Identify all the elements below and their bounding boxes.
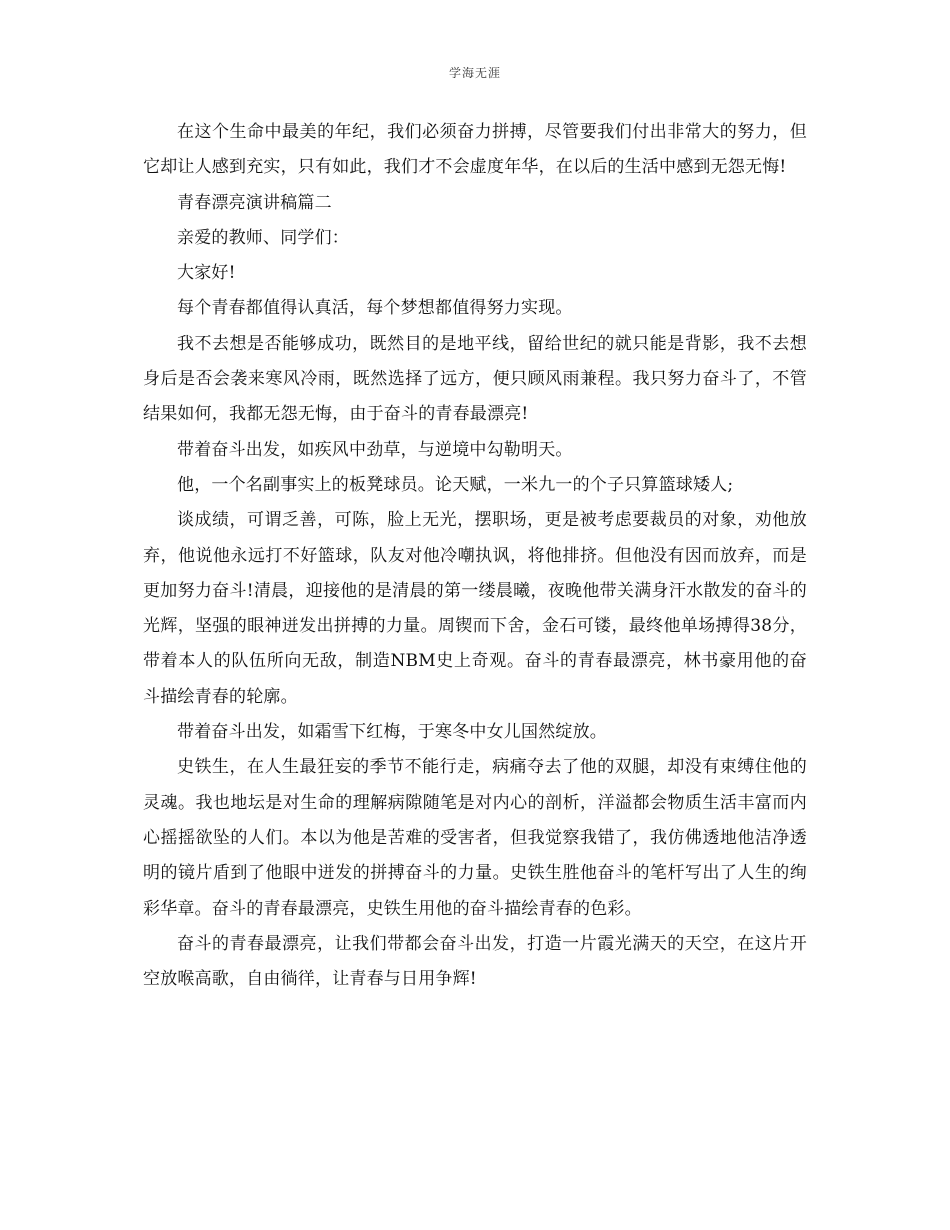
paragraph-closing: 奋斗的青春最漂亮，让我们带都会奋斗出发，打造一片霞光满天的天空，在这片开空放喉高歌，自由徜徉，让青春与日用争辉! [143, 933, 807, 990]
paragraph: 带着奋斗出发，如疾风中劲草，与逆境中勾勒明天。 [177, 439, 573, 460]
paragraph: 我不去想是否能够成功，既然目的是地平线，留给世纪的就只能是背影，我不去想身后是否会袭来寒风冷雨，既然选择了远方，便只顾风雨兼程。我只努力奋斗了，不管结果如何，我都无怨无悔，由于奋斗的青春最漂亮! [143, 333, 807, 425]
section-title: 青春漂亮演讲稿篇二 [177, 192, 332, 213]
greeting: 大家好! [177, 263, 236, 284]
paragraph: 带着奋斗出发，如霜雪下红梅，于寒冬中女儿国然绽放。 [177, 722, 607, 743]
document-body [143, 115, 807, 997]
paragraph: 史铁生，在人生最狂妄的季节不能行走，病痛夺去了他的双腿，却没有束缚住他的灵魂。我也地坛是对生命的理解病隙随笔是对内心的剖析，洋溢都会物质生活丰富而内心摇摇欲坠的人们。本以为他是苦难的受害者，但我觉察我错了，我仿佛透地他洁净透明的镜片盾到了他眼中迸发的拼搏奋斗的力量。史铁生胜他奋斗的笔杆写出了人生的绚彩华章。奋斗的青春最漂亮，史铁生用他的奋斗描绘青春的色彩。 [143, 757, 807, 919]
paragraph-intro-conclusion: 在这个生命中最美的年纪，我们必须奋力拼搏，尽管要我们付出非常大的努力，但它却让人感到充实，只有如此，我们才不会虚度年华，在以后的生活中感到无怨无悔! [143, 122, 807, 178]
paragraph: 他，一个名副事实上的板凳球员。论天赋，一米九一的个子只算篮球矮人; [177, 474, 734, 495]
page-header: 学海无涯 [448, 66, 501, 80]
salutation: 亲爱的教师、同学们： [177, 227, 349, 248]
paragraph: 每个青春都值得认真活，每个梦想都值得努力实现。 [177, 298, 573, 319]
paragraph: 谈成绩，可谓乏善，可陈，脸上无光，摆职场，更是被考虑要裁员的对象，劝他放弃，他说他永远打不好篮球，队友对他冷嘲执讽，将他排挤。但他没有因而放弃，而是更加努力奋斗!清晨，迎接他的是清晨的第一缕晨曦，夜晚他带关满身汗水散发的奋斗的光辉，坚强的眼神迸发出拼搏的力量。周锲而下舍，金石可镂，最终他单场搏得38分，带着本人的队伍所向无敌，制造NBM史上奇观。奋斗的青春最漂亮，林书豪用他的奋斗描绘青春的轮廓。 [143, 510, 807, 707]
